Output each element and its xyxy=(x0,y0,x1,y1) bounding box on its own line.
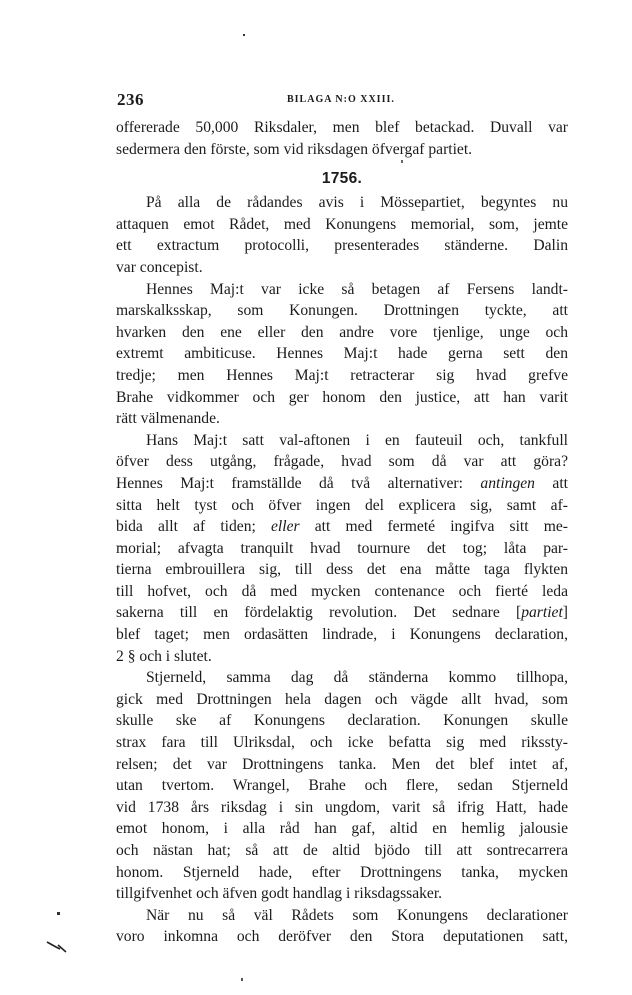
page-header xyxy=(117,90,569,110)
text-line: voro inkomna och deröfver den Stora deputationen satt, xyxy=(116,928,568,946)
text-line: sedermera den förste, som vid riksdagen öfvergaf partiet. xyxy=(116,140,473,158)
text-line: På alla de rådandes avis i Mössepartiet, begyntes nu xyxy=(146,194,568,212)
scan-speck xyxy=(401,160,403,163)
text-line: utan tvertom. Wrangel, Brahe och flere, sedan Stjerneld xyxy=(116,777,568,795)
text-line: gick med Drottningen hela dagen och vägde allt hvad, som xyxy=(116,690,568,708)
text-line: emot honom, i alla råd han gaf, altid en hemlig jalousie xyxy=(116,820,568,838)
text-line: Brahe vidkommer och ger honom den justice, att han varit xyxy=(116,388,568,406)
scan-scratch-mark xyxy=(46,940,68,954)
text-line: öfver dess utgång, frågade, hvad som då var att göra? xyxy=(116,453,568,471)
text-line: offererade 50,000 Riksdaler, men blef betackad. Duvall var xyxy=(116,119,568,136)
text-line: Hans Maj:t satt val-aftonen i en fauteuil och, tankfull xyxy=(146,431,568,449)
text-line: tredje; men Hennes Maj:t retracterar sig hvad grefve xyxy=(116,366,568,384)
text-line: sitta helt tyst och öfver ingen del explicera sig, samt af- xyxy=(116,496,568,514)
text-line: och nästan hat; så att de altid bjödo till att sontrecarrera xyxy=(116,842,568,859)
text-line: relsen; det var Drottningens tanka. Men det blef intet af, xyxy=(116,755,568,773)
text-line: marskalksskap, som Konungen. Drottningen tyckte, att xyxy=(116,302,568,320)
text-line: sakerna till en fördelaktig revolution. Det sednare [partiet] xyxy=(116,604,568,622)
text-line: vid 1738 års riksdag i sin ungdom, varit så ifrig Hatt, hade xyxy=(116,798,568,816)
scan-speck xyxy=(241,978,243,981)
text-line: var concepist. xyxy=(116,258,203,276)
text-line: strax fara till Ulriksdal, och icke befatta sig med rikssty- xyxy=(116,734,568,752)
scan-speck xyxy=(243,34,245,36)
page-number: 236 xyxy=(117,90,144,109)
text-line: 2 § och i slutet. xyxy=(116,647,212,665)
text-line: morial; afvagta tranquilt hvad tournure det tog; låta par- xyxy=(116,539,568,557)
text-line: Hennes Maj:t var icke så betagen af Fersens landt- xyxy=(146,280,568,298)
scan-speck xyxy=(57,912,60,915)
text-line: Stjerneld, samma dag då ständerna kommo tillhopa, xyxy=(146,669,568,687)
text-line: tillgifvenhet och äfven godt handlag i riksdagssaker. xyxy=(116,885,443,903)
text-line: skulle ske af Konungens declaration. Konungen skulle xyxy=(116,712,568,730)
page-body xyxy=(116,117,568,948)
section-year-heading: 1756. xyxy=(321,170,363,188)
text-line: När nu så väl Rådets som Konungens declarationer xyxy=(146,906,568,924)
text-line: ett extractum protocolli, presenterades ständerne. Dalin xyxy=(116,237,568,255)
text-line: bida allt af tiden; eller att med fermeté ingifva sitt me- xyxy=(116,518,568,536)
text-line: honom. Stjerneld hade, efter Drottningens tanka, mycken xyxy=(116,863,568,881)
text-line: rätt välmenande. xyxy=(116,410,220,428)
text-line: blef taget; men ordasätten lindrade, i Konungens declaration, xyxy=(116,626,568,644)
running-head: BILAGA N:O XXIII. xyxy=(287,94,395,105)
text-line: extremt ambiticuse. Hennes Maj:t hade gerna sett den xyxy=(116,345,568,363)
text-line: attaquen emot Rådet, med Konungens memorial, som, jemte xyxy=(116,215,568,233)
text-line: Hennes Maj:t framställde då två alternativer: antingen att xyxy=(116,474,568,492)
text-line: hvarken den ene eller den andre vore tjenlige, unge och xyxy=(116,323,568,341)
text-line: tierna embrouillera sig, till dess det ena måtte taga flykten xyxy=(116,561,568,579)
text-line: till hofvet, och då med mycken contenance och fierté leda xyxy=(116,582,568,600)
